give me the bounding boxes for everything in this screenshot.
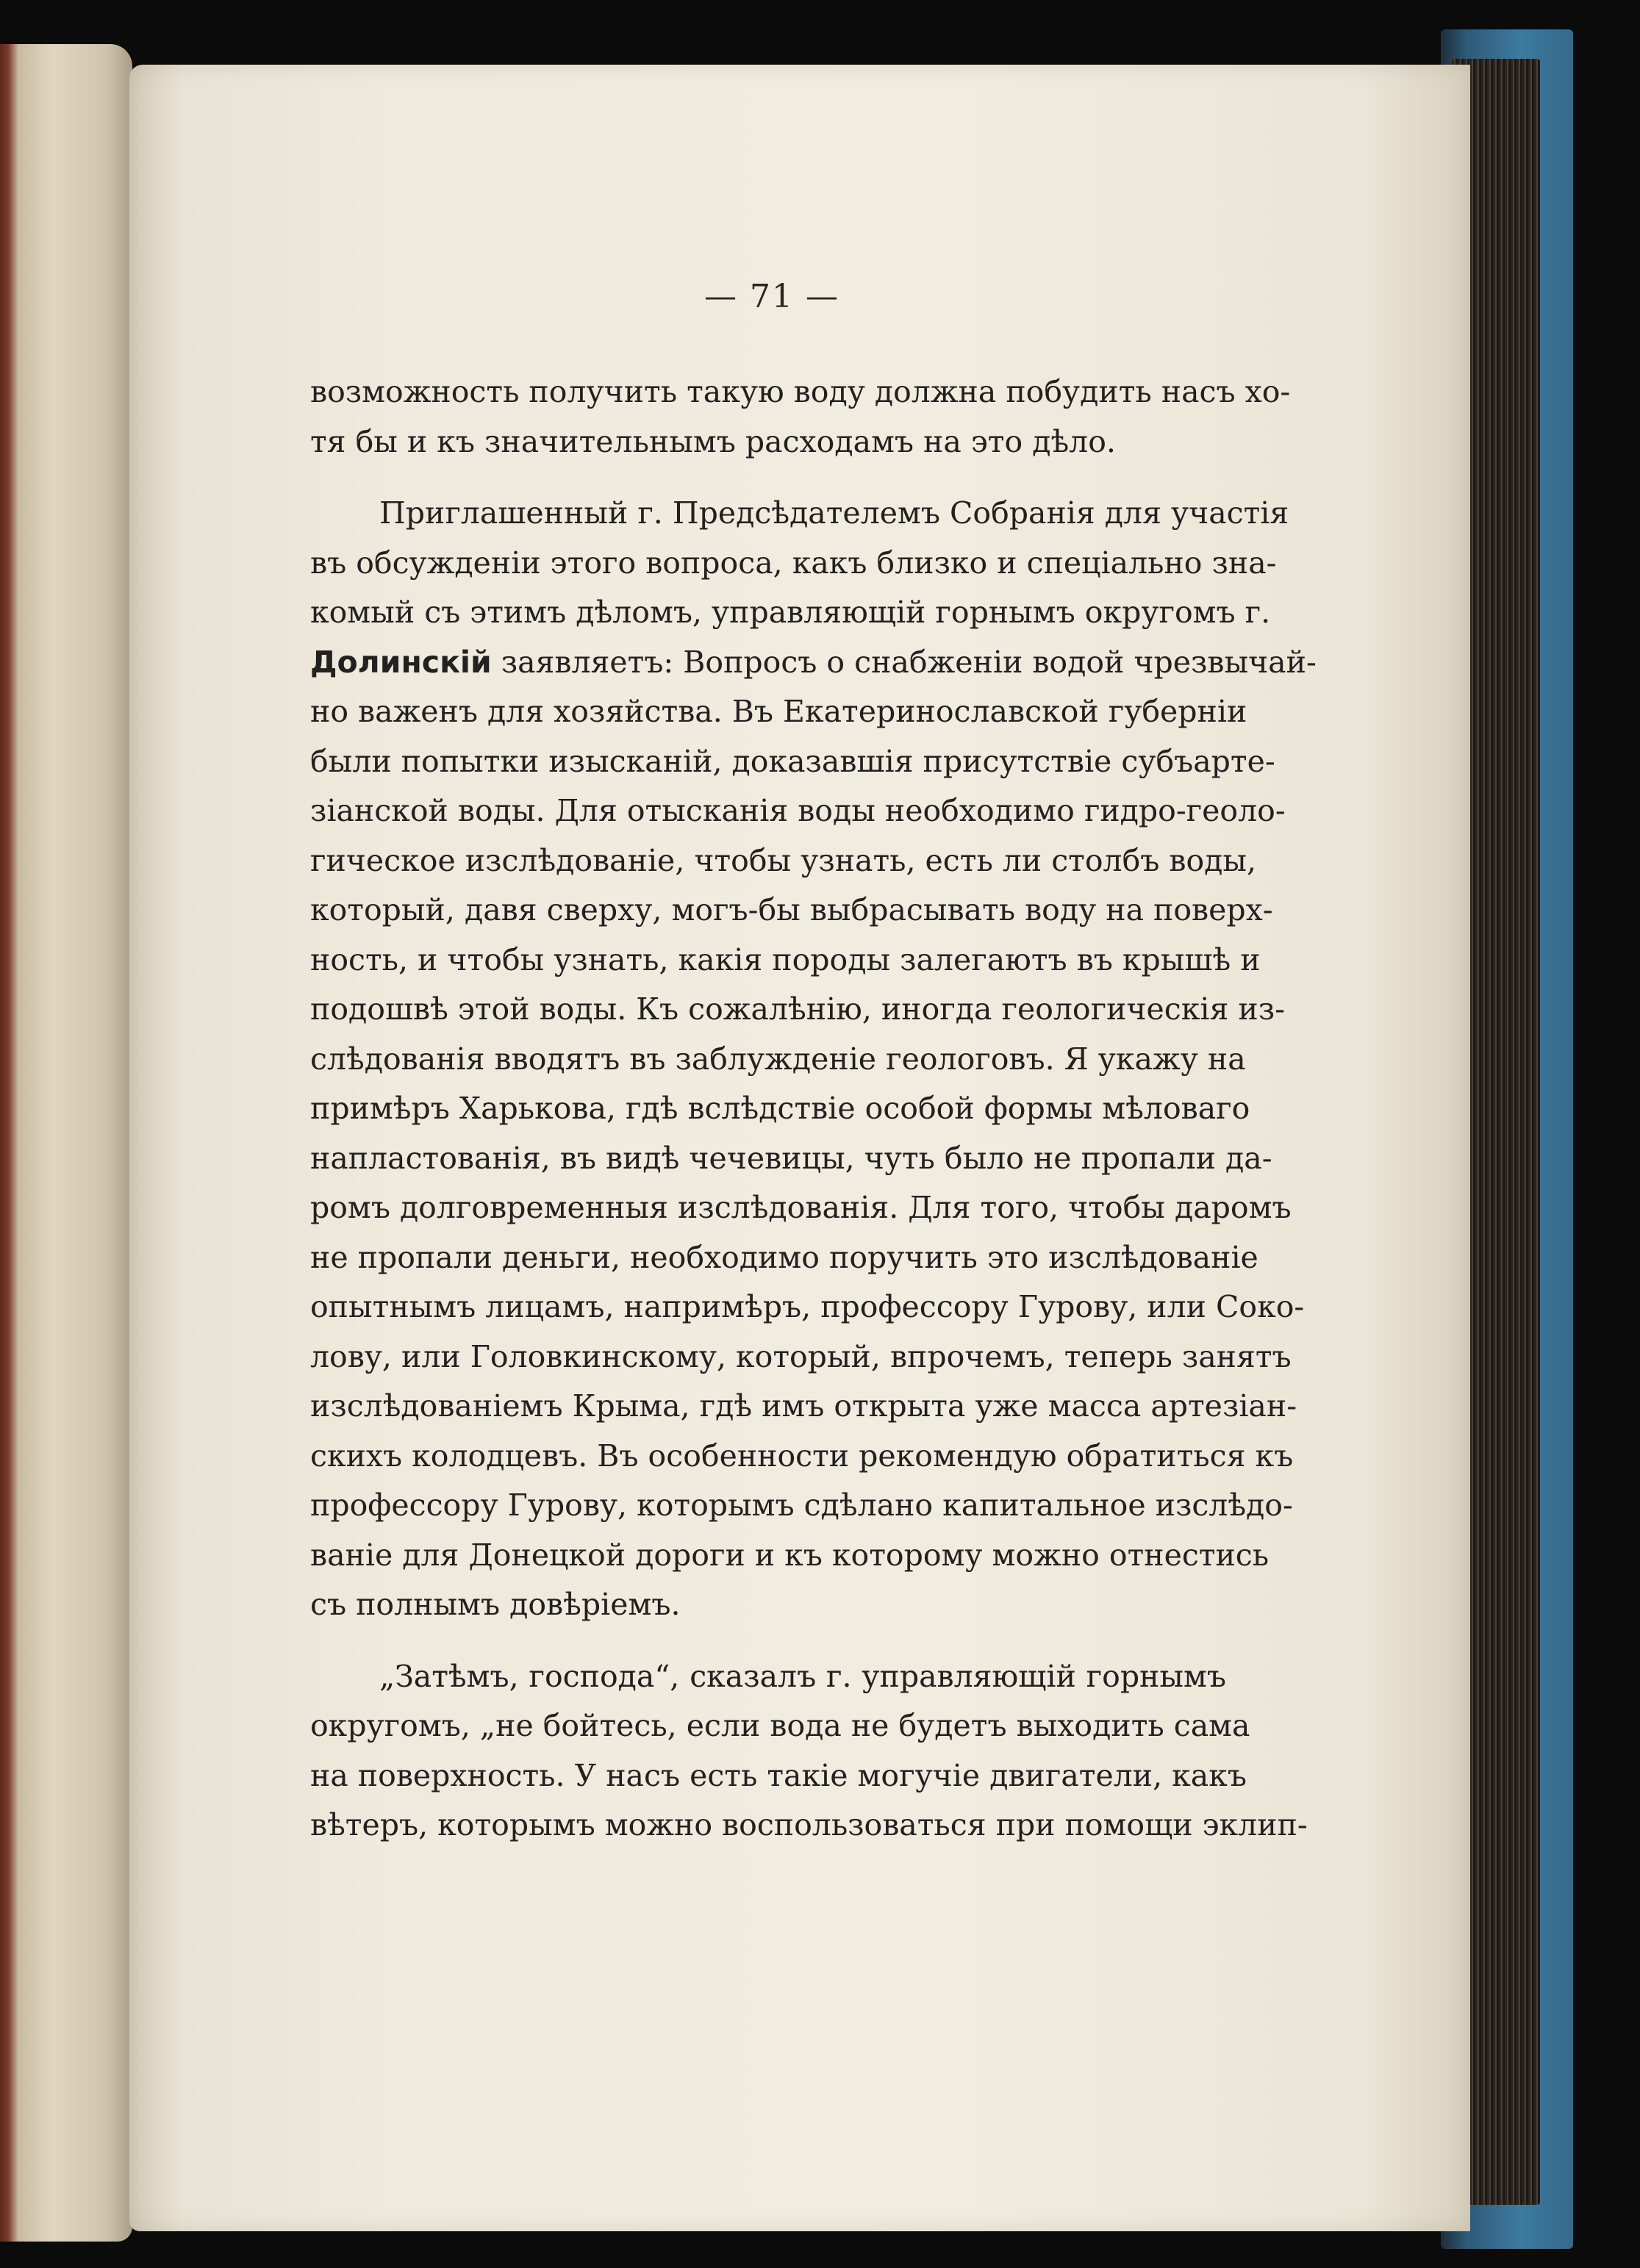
text-line: напластованія, въ видѣ чечевицы, чуть было не пропали да- [310, 1140, 1272, 1176]
text-line: съ полнымъ довѣріемъ. [310, 1587, 681, 1622]
text-line: не пропали деньги, необходимо поручить это изслѣдованіе [310, 1239, 1258, 1275]
text-line: лову, или Головкинскому, который, впрочемъ, теперь занятъ [310, 1338, 1292, 1374]
text-line: ромъ долговременныя изслѣдованія. Для того, чтобы даромъ [310, 1190, 1292, 1225]
text-line: гическое изслѣдованіе, чтобы узнать, есть ли столбъ воды, [310, 842, 1257, 878]
text-line: примѣръ Харькова, гдѣ вслѣдствіе особой формы мѣловаго [310, 1091, 1250, 1126]
text-line: но важенъ для хозяйства. Въ Екатеринославской губерніи [310, 694, 1247, 729]
text-line: комый съ этимъ дѣломъ, управляющій горнымъ округомъ г. [310, 595, 1271, 630]
text-line: тя бы и къ значительнымъ расходамъ на это дѣло. [310, 423, 1116, 459]
text-line: ность, и чтобы узнать, какія породы залегаютъ въ крышѣ и [310, 941, 1261, 977]
text-line: въ обсужденіи этого вопроса, какъ близко и спеціально зна- [310, 545, 1277, 581]
text-line: „Затѣмъ, господа“, сказалъ г. управляющій горнымъ [379, 1658, 1226, 1694]
text-line: зіанской воды. Для отысканія воды необходимо гидро-геоло- [310, 793, 1286, 828]
speaker-name: Долинскій [310, 644, 492, 680]
text-line-rest: заявляетъ: Вопросъ о снабженіи водой чрезвычай- [491, 644, 1317, 680]
text-line: возможность получить такую воду должна побудить насъ хо- [310, 374, 1291, 409]
paragraph-gap [310, 467, 1226, 489]
text-line-with-name [310, 638, 1317, 688]
text-line: профессору Гурову, которымъ сдѣлано капитальное изслѣдо- [310, 1488, 1293, 1523]
text-line: который, давя сверху, могъ-бы выбрасывать воду на поверх- [310, 892, 1273, 927]
text-line: округомъ, „не бойтесь, если вода не будетъ выходить сама [310, 1708, 1250, 1743]
text-line: опытнымъ лицамъ, напримѣръ, профессору Гурову, или Соко- [310, 1289, 1305, 1324]
text-line: слѣдованія вводятъ въ заблужденіе геологовъ. Я укажу на [310, 1041, 1246, 1077]
body-text [310, 367, 1317, 1851]
text-line: скихъ колодцевъ. Въ особенности рекомендую обратиться къ [310, 1438, 1294, 1474]
text-line: вѣтеръ, которымъ можно воспользоваться при помощи эклип- [310, 1807, 1308, 1842]
text-line: на поверхность. У насъ есть такіе могучіе двигатели, какъ [310, 1757, 1247, 1793]
text-line: изслѣдованіемъ Крыма, гдѣ имъ открыта уже масса артезіан- [310, 1388, 1297, 1424]
page-number: — 71 — [704, 278, 839, 315]
facing-page-edge [0, 44, 132, 2242]
text-line: Приглашенный г. Предсѣдателемъ Собранія для участія [379, 495, 1289, 531]
text-line: ваніе для Донецкой дороги и къ которому можно отнестись [310, 1537, 1270, 1573]
text-line: подошвѣ этой воды. Къ сожалѣнію, иногда геологическія из- [310, 991, 1285, 1027]
text-line: были попытки изысканій, доказавшія присутствіе субъарте- [310, 743, 1275, 779]
paragraph-gap [310, 1630, 1226, 1652]
